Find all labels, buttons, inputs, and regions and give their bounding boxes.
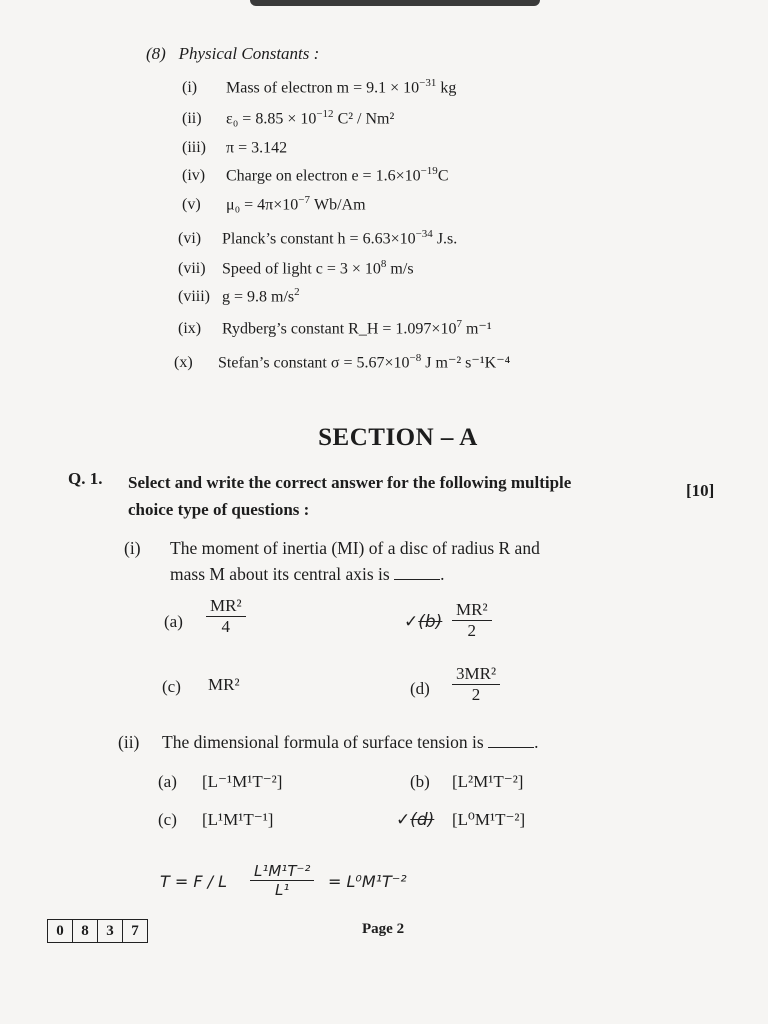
option-d-text: [L⁰M¹T⁻²] (452, 810, 526, 829)
constants-heading-number: (8) (146, 44, 166, 63)
subquestion-text: mass M about its central axis is (170, 564, 390, 584)
option-b-tick-mark (404, 612, 442, 632)
option-b-text: [L²M¹T⁻²] (452, 772, 524, 791)
constant-label: g = 9.8 m/s (222, 288, 295, 306)
constants-heading-text: Physical Constants : (178, 44, 320, 63)
constant-number: (iii) (182, 139, 206, 157)
constant-number: (iv) (182, 167, 206, 185)
subquestion-number: (i) (124, 538, 141, 558)
constant-number: (ix) (178, 320, 202, 338)
constant-label: Mass of electron m = 9.1 × 10 (226, 79, 420, 97)
constant-label: Charge on electron e = 1.6×10 (226, 167, 421, 185)
option-c-text: MR² (208, 675, 240, 694)
constant-tail: Wb/Am (310, 196, 366, 214)
constant-row (178, 258, 414, 278)
handwritten-numerator: L¹M¹T⁻² (250, 862, 314, 881)
option-a-label: (a) (164, 612, 183, 631)
constant-row (182, 137, 287, 157)
top-edge-mark (250, 0, 540, 6)
subquestion-text-line2: mass M about its central axis is . (170, 564, 445, 584)
handwritten-fraction (250, 862, 314, 899)
question-text: Select and write the correct answer for the following multiple choice type of questions : (128, 473, 572, 519)
constant-label: Stefan’s constant σ = 5.67×10 (218, 354, 410, 372)
constant-row (178, 228, 457, 248)
constant-label: π = 3.142 (226, 139, 288, 157)
constant-number: (ii) (182, 110, 202, 128)
option-a-fraction (206, 596, 246, 637)
constant-number: (vii) (178, 260, 206, 278)
constant-exponent: −12 (316, 108, 334, 120)
constant-tail: m⁻¹ (461, 320, 492, 338)
constant-exponent: 8 (380, 258, 387, 270)
constant-number: (i) (182, 79, 198, 97)
option-d-label: (d) (410, 810, 435, 830)
subquestion-number: (ii) (118, 732, 140, 752)
option-d-denominator: 2 (471, 685, 481, 704)
constant-number: (vi) (178, 230, 202, 248)
handwritten-rhs: = L⁰M¹T⁻² (328, 872, 407, 891)
paper-code-box (47, 919, 148, 943)
option-a-denominator: 4 (221, 617, 231, 636)
constant-row (182, 77, 456, 97)
constant-tail: C (437, 167, 449, 185)
page-number: Page 2 (362, 921, 405, 937)
constant-label: Speed of light c = 3 × 10 (222, 260, 381, 278)
option-d-numerator: 3MR² (452, 664, 500, 685)
constant-number: (v) (182, 196, 201, 214)
handwritten-lhs: T = F / L (160, 872, 228, 891)
constant-exponent: −7 (298, 194, 310, 206)
constant-exponent: 2 (294, 286, 300, 298)
option-a-text: [L⁻¹M¹T⁻²] (202, 772, 283, 791)
option-a-numerator: MR² (206, 596, 246, 617)
constant-tail: J m⁻² s⁻¹K⁻⁴ (421, 354, 511, 372)
question-label: Q. 1. (68, 469, 103, 488)
constant-number: (x) (174, 354, 193, 372)
option-c-label: (c) (158, 810, 177, 829)
handwritten-tick: ✓ (404, 612, 419, 632)
constant-exponent: −31 (419, 77, 437, 89)
constant-label: ε₀ = 8.85 × 10 (226, 110, 317, 128)
constant-row (182, 194, 366, 214)
constant-tail: C² / Nm² (333, 110, 395, 128)
constant-label: Rydberg’s constant R_H = 1.097×10 (222, 320, 457, 338)
subquestion-text: The dimensional formula of surface tension is . (162, 732, 539, 752)
option-d-tick-mark (396, 810, 434, 830)
section-title: SECTION – A (318, 424, 478, 451)
subquestion-text-line1: The moment of inertia (MI) of a disc of radius R and (170, 538, 540, 558)
option-b-denominator: 2 (467, 621, 477, 640)
constant-row (174, 352, 510, 372)
question-marks: [10] (686, 481, 715, 500)
constant-row (178, 286, 300, 306)
answer-blank (394, 565, 440, 580)
paper-code-digit: 0 (48, 920, 73, 942)
constant-tail: m/s (386, 260, 414, 278)
paper-code-digit: 8 (73, 920, 98, 942)
option-b-fraction (452, 600, 492, 641)
option-b-label: (b) (410, 772, 430, 791)
answer-blank (488, 733, 534, 748)
constant-exponent: 7 (456, 318, 462, 330)
option-c-label: (c) (162, 677, 181, 696)
constant-tail: J.s. (432, 230, 458, 248)
option-c-text: [L¹M¹T⁻¹] (202, 810, 274, 829)
constants-heading (146, 44, 319, 64)
constant-row (178, 318, 492, 338)
option-b-label: (b) (418, 612, 443, 632)
constant-row (182, 165, 448, 185)
constant-label: μ₀ = 4π×10 (226, 196, 299, 214)
option-a-label: (a) (158, 772, 177, 791)
paper-code-digit: 7 (131, 923, 139, 939)
constant-tail: kg (436, 79, 457, 97)
paper-code-digit: 3 (98, 920, 123, 942)
constant-exponent: −19 (420, 165, 438, 177)
constant-label: Planck’s constant h = 6.63×10 (222, 230, 416, 248)
constant-exponent: −8 (409, 352, 422, 364)
handwritten-tick: ✓ (396, 810, 411, 830)
option-b-numerator: MR² (452, 600, 492, 621)
option-d-fraction (452, 664, 500, 705)
subquestion-text-main: The dimensional formula of surface tension is (162, 732, 484, 752)
constant-row (182, 108, 394, 128)
constant-exponent: −34 (415, 228, 433, 240)
handwritten-denominator: L¹ (275, 881, 290, 899)
constant-number: (viii) (178, 288, 210, 306)
option-d-label: (d) (410, 679, 430, 698)
